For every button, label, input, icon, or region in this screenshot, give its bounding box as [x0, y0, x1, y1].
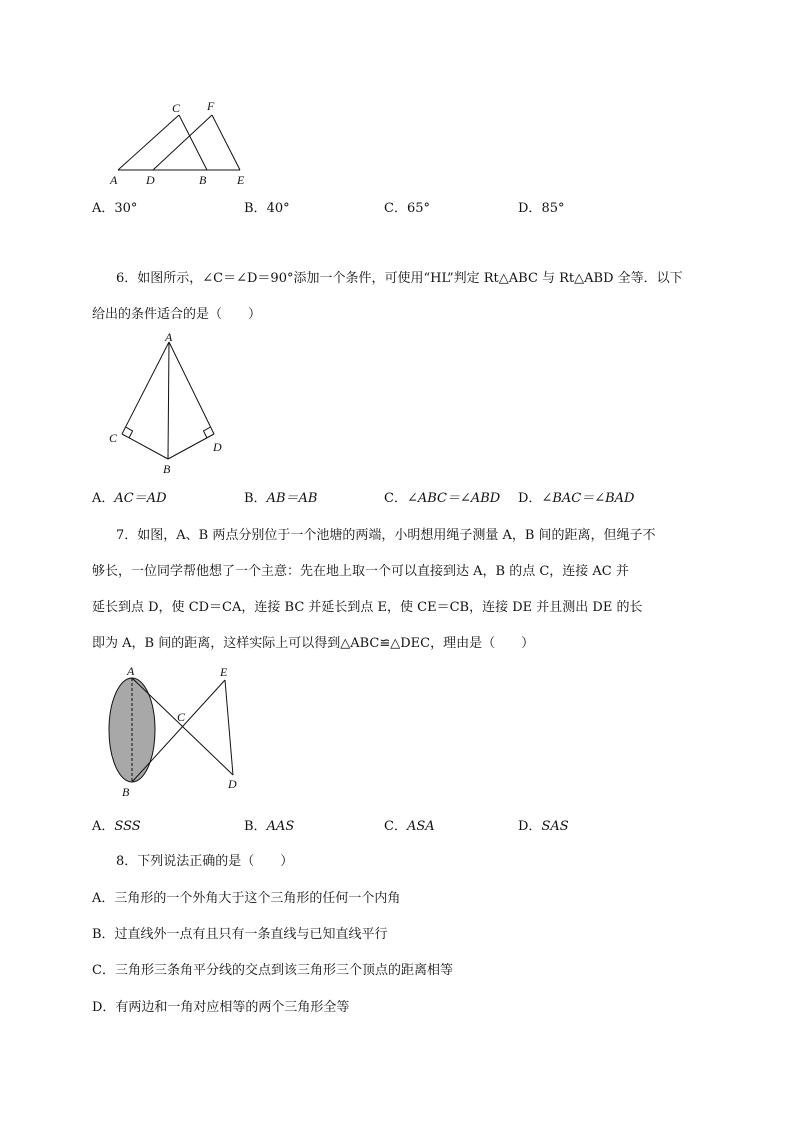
- q7-stem-line2: 够长，一位同学帮他想了一个主意：先在地上取一个可以直接到达 A，B 的点 C，连接 AC 并: [92, 564, 629, 579]
- label-C: C: [109, 431, 118, 445]
- q8-option-d: D．有两边和一角对应相等的两个三角形全等: [92, 1000, 350, 1015]
- label-B: B: [163, 462, 171, 476]
- q7-option-b: B．AAS: [244, 819, 295, 834]
- label-E: E: [220, 665, 228, 679]
- q6-option-c: C．∠ABC＝∠ABD: [384, 491, 501, 506]
- q7-stem-line4: 即为 A，B 间的距离，这样实际上可以得到△ABC≌△DEC，理由是（ ）: [92, 636, 535, 651]
- label-C: C: [172, 101, 181, 115]
- label-D: D: [213, 440, 222, 454]
- figure-q5-triangles: [100, 95, 260, 190]
- label-A: A: [165, 330, 173, 344]
- q5-option-d: D．85°: [518, 201, 565, 216]
- label-A: A: [127, 664, 135, 678]
- q6-option-a: A．AC＝AD: [92, 491, 167, 506]
- figure-q7-pond: [100, 660, 260, 805]
- q6-option-b: B．AB＝AB: [244, 491, 318, 506]
- label-D: D: [146, 173, 155, 187]
- figure-q6-kite: [100, 330, 240, 480]
- label-F: F: [207, 99, 215, 113]
- q7-option-a: A．SSS: [92, 819, 141, 834]
- label-E: E: [237, 173, 245, 187]
- q6-stem-line1: 6．如图所示，∠C＝∠D＝90°添加一个条件，可使用“HL”判定 Rt△ABC 与 Rt△ABD 全等．以下: [116, 271, 683, 286]
- label-B: B: [199, 173, 207, 187]
- label-D: D: [228, 777, 237, 791]
- label-B: B: [122, 785, 130, 799]
- q8-option-b: B．过直线外一点有且只有一条直线与已知直线平行: [92, 927, 388, 942]
- q5-option-b: B．40°: [244, 201, 290, 216]
- q8-stem: 8．下列说法正确的是（ ）: [116, 854, 294, 869]
- q7-option-d: D．SAS: [518, 819, 569, 834]
- q5-option-c: C．65°: [384, 201, 430, 216]
- label-C: C: [177, 710, 186, 724]
- q6-option-d: D．∠BAC＝∠BAD: [518, 491, 635, 506]
- q7-stem-line1: 7．如图，A、B 两点分别位于一个池塘的两端，小明想用绳子测量 A，B 间的距离，但绳子不: [116, 528, 656, 543]
- q7-option-c: C．ASA: [384, 819, 435, 834]
- label-A: A: [110, 173, 118, 187]
- q5-option-a: A．30°: [92, 201, 138, 216]
- q8-option-c: C．三角形三条角平分线的交点到该三角形三个顶点的距离相等: [92, 963, 453, 978]
- q6-stem-line2: 给出的条件适合的是（ ）: [92, 307, 262, 322]
- q7-stem-line3: 延长到点 D，使 CD＝CA，连接 BC 并延长到点 E，使 CE＝CB，连接 DE 并且测出 DE 的长: [92, 600, 643, 615]
- q8-option-a: A．三角形的一个外角大于这个三角形的任何一个内角: [92, 891, 401, 906]
